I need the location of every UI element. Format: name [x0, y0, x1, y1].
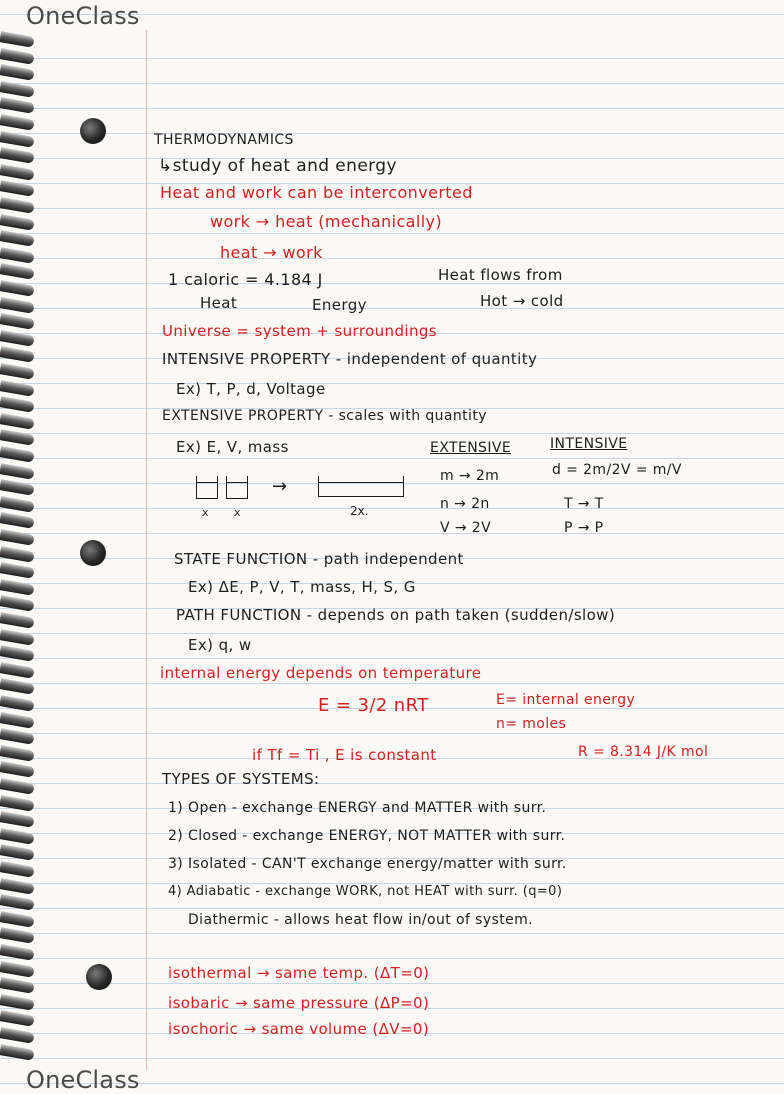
notes-title: THERMODYNAMICS — [154, 132, 294, 148]
extensive-row: V → 2V — [440, 520, 492, 536]
spiral-coil — [0, 131, 35, 148]
spiral-coil — [0, 1027, 35, 1044]
spiral-coil — [0, 778, 35, 795]
beaker-label: x — [234, 506, 241, 519]
brand-logo-top: OneClass — [26, 2, 140, 30]
punch-hole — [80, 540, 106, 566]
note-line: Ex) q, w — [188, 636, 252, 654]
diagram-arrow: → — [272, 476, 288, 497]
note-line: isothermal → same temp. (ΔT=0) — [168, 964, 430, 982]
spiral-coil — [0, 994, 35, 1011]
spiral-coil — [0, 347, 35, 364]
extensive-row: n → 2n — [440, 496, 490, 512]
spiral-coil — [0, 961, 35, 978]
extensive-row: m → 2m — [440, 468, 500, 484]
punch-hole — [86, 964, 112, 990]
spiral-coil — [0, 562, 35, 579]
spiral-coil — [0, 795, 35, 812]
margin-line — [146, 30, 147, 1070]
spiral-coil — [0, 828, 35, 845]
spiral-coil — [0, 430, 35, 447]
spiral-coil — [0, 114, 35, 131]
note-line: E= internal energy — [496, 692, 636, 708]
note-line: Ex) E, V, mass — [176, 438, 289, 456]
spiral-coil — [0, 147, 35, 164]
spiral-coil — [0, 48, 35, 65]
note-line: PATH FUNCTION - depends on path taken (sudden/slow) — [176, 606, 616, 624]
note-line: Ex) ΔE, P, V, T, mass, H, S, G — [188, 578, 416, 596]
note-line: INTENSIVE PROPERTY - independent of quantity — [162, 350, 538, 368]
spiral-coil — [0, 629, 35, 646]
note-line: Heat flows from — [438, 266, 563, 284]
note-line: Heat and work can be interconverted — [160, 183, 473, 202]
spiral-coil — [0, 1044, 35, 1061]
note-line: Energy — [312, 296, 367, 314]
note-line: STATE FUNCTION - path independent — [174, 550, 464, 568]
spiral-coil — [0, 247, 35, 264]
beaker-label: x — [202, 506, 209, 519]
spiral-coil — [0, 546, 35, 563]
spiral-coil — [0, 645, 35, 662]
note-line: internal energy depends on temperature — [160, 664, 482, 682]
note-line: isobaric → same pressure (ΔP=0) — [168, 994, 430, 1012]
intensive-row: d = 2m/2V = m/V — [552, 462, 682, 478]
spiral-coil — [0, 529, 35, 546]
note-line: TYPES OF SYSTEMS: — [162, 770, 320, 788]
spiral-coil — [0, 845, 35, 862]
spiral-coil — [0, 596, 35, 613]
note-line: Hot → cold — [480, 292, 564, 310]
spiral-coil — [0, 878, 35, 895]
note-line: 3) Isolated - CAN'T exchange energy/matter with surr. — [168, 856, 567, 872]
beaker-diagram — [318, 476, 404, 497]
spiral-coil — [0, 712, 35, 729]
note-line: R = 8.314 J/K mol — [578, 744, 709, 760]
spiral-coil — [0, 728, 35, 745]
spiral-coil — [0, 197, 35, 214]
spiral-coil — [0, 745, 35, 762]
spiral-coil — [0, 894, 35, 911]
spiral-coil — [0, 363, 35, 380]
spiral-coil — [0, 977, 35, 994]
spiral-coil — [0, 313, 35, 330]
brand-logo-bottom: OneClass — [26, 1066, 140, 1094]
intensive-header: INTENSIVE — [550, 436, 628, 452]
spiral-coil — [0, 662, 35, 679]
spiral-coil — [0, 181, 35, 198]
spiral-coil — [0, 811, 35, 828]
spiral-coil — [0, 612, 35, 629]
spiral-coil — [0, 280, 35, 297]
note-line: heat → work — [220, 243, 323, 262]
spiral-coil — [0, 446, 35, 463]
note-line: isochoric → same volume (ΔV=0) — [168, 1020, 430, 1038]
note-line: Universe = system + surroundings — [162, 322, 437, 340]
note-line: if Tf = Ti , E is constant — [252, 746, 437, 764]
note-line: 1 caloric = 4.184 J — [168, 270, 323, 289]
spiral-coil — [0, 911, 35, 928]
spiral-coil — [0, 762, 35, 779]
note-line: Heat — [200, 294, 238, 312]
spiral-coil — [0, 944, 35, 961]
spiral-coil — [0, 81, 35, 98]
spiral-coil — [0, 861, 35, 878]
note-line: n= moles — [496, 716, 567, 732]
extensive-header: EXTENSIVE — [430, 440, 512, 456]
punch-hole — [80, 118, 106, 144]
note-line: Diathermic - allows heat flow in/out of system. — [188, 912, 533, 928]
spiral-coil — [0, 496, 35, 513]
spiral-coil — [0, 928, 35, 945]
spiral-coil — [0, 31, 35, 48]
note-line: work → heat (mechanically) — [210, 212, 443, 231]
spiral-coil — [0, 695, 35, 712]
formula-energy: E = 3/2 nRT — [318, 695, 429, 716]
intensive-row: P → P — [564, 520, 604, 536]
note-line: 1) Open - exchange ENERGY and MATTER with surr. — [168, 800, 547, 816]
intensive-row: T → T — [564, 496, 604, 512]
spiral-coil — [0, 479, 35, 496]
beaker-diagram — [226, 476, 248, 499]
spiral-coil — [0, 98, 35, 115]
note-line: Ex) T, P, d, Voltage — [176, 380, 326, 398]
spiral-coil — [0, 579, 35, 596]
spiral-binding — [0, 30, 40, 1070]
spiral-coil — [0, 1011, 35, 1028]
spiral-coil — [0, 297, 35, 314]
spiral-coil — [0, 330, 35, 347]
spiral-coil — [0, 413, 35, 430]
spiral-coil — [0, 264, 35, 281]
beaker-diagram — [196, 476, 218, 499]
note-line: 4) Adiabatic - exchange WORK, not HEAT with surr. (q=0) — [168, 884, 563, 899]
note-line: ↳study of heat and energy — [158, 156, 397, 176]
spiral-coil — [0, 164, 35, 181]
spiral-coil — [0, 64, 35, 81]
spiral-coil — [0, 230, 35, 247]
spiral-coil — [0, 396, 35, 413]
beaker-label: 2x. — [350, 504, 369, 518]
spiral-coil — [0, 679, 35, 696]
spiral-coil — [0, 380, 35, 397]
spiral-coil — [0, 513, 35, 530]
note-line: 2) Closed - exchange ENERGY, NOT MATTER with surr. — [168, 828, 566, 844]
note-line: EXTENSIVE PROPERTY - scales with quantity — [162, 408, 487, 424]
spiral-coil — [0, 463, 35, 480]
spiral-coil — [0, 214, 35, 231]
